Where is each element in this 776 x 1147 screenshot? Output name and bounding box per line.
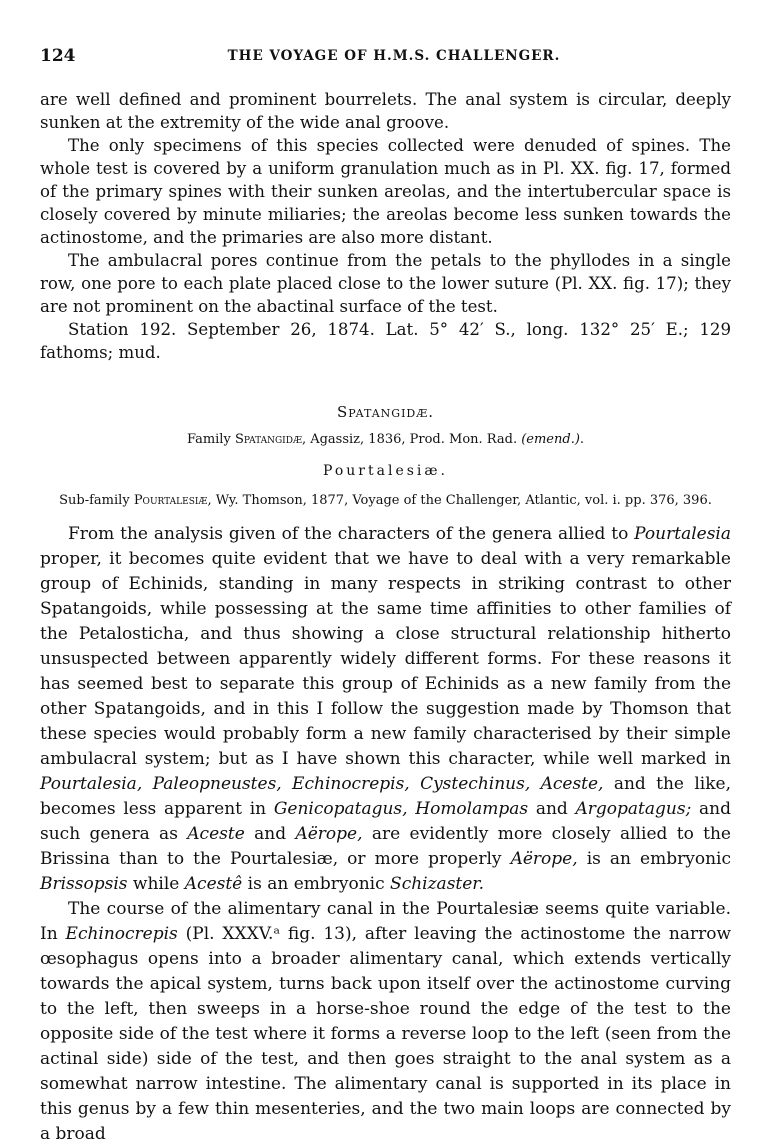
running-header bbox=[40, 46, 748, 68]
page-number: 124 bbox=[40, 46, 76, 66]
section-heading-spatangidae: Spatangidæ. bbox=[336, 403, 435, 421]
section-heading-pourtalesiae: Pourtalesiæ. bbox=[323, 463, 448, 479]
paragraph-pourtalesiae-analysis: From the analysis given of the characters of the genera allied to Pourtalesia proper, it becomes quite evident that we have to deal with a very remarkable group of Echinids, standing in many respects in striking contrast to other Spatangoids, while possessing at the same time affinities to other families of the Petalosticha, and thus showing a close structural relationship hitherto unsuspected between apparently widely different forms. For these reasons it has seemed best to separate this group of Echinids as a new family from the other Spatangoids, and in this I follow the suggestion made by Thomson that these species would probably form a new family characterised by their simple ambulacral system; but as I have shown this character, while well marked in Pourtalesia, Paleopneustes, Echinocrepis, Cystechinus, Aceste, and the like, becomes less apparent in Genicopatagus, Homolampas and Argopatagus; and such genera as Aceste and Aërope, are evidently more closely allied to the Brissina than to the Pourtalesiæ, or more properly Aërope, is an embryonic Brissopsis while Acestê is an embryonic Schizaster. bbox=[40, 524, 731, 894]
paragraph-ambulacral-pores: The ambulacral pores continue from the petals to the phyllodes in a single row, one pore to each plate placed close to the lower suture (Pl. XX. fig. 17); they are not prominent on the abactinal surface of the test. bbox=[40, 251, 731, 316]
paragraph-alimentary-canal: The course of the alimentary canal in the Pourtalesiæ seems quite variable. In Echinocrepis (Pl. XXXV.ᵃ fig. 13), after leaving the actinostome the narrow œsophagus opens into a broader alimentary canal, which extends vertically towards the apical system, turns back upon itself over the actinostome curving to the left, then sweeps in a horse-shoe round the edge of the test to the opposite side of the test where it forms a reverse loop to the left (seen from the actinal side) side of the test, and then goes straight to the anal system as a somewhat narrow intestine. The alimentary canal is supported in its place in this genus by a few thin mesenteries, and the two main loops are connected by a broad bbox=[40, 899, 731, 1144]
body-text bbox=[40, 88, 731, 1147]
paragraph-continuation: are well defined and prominent bourrelets. The anal system is circular, deeply sunken at the extremity of the wide anal groove. bbox=[40, 90, 731, 132]
paragraph-specimens: The only specimens of this species collected were denuded of spines. The whole test is covered by a uniform granulation much as in Pl. XX. fig. 17, formed of the primary spines with their sunken areolas, and the intertubercular space is closely covered by minute miliaries; the areolas become less sunken towards the actinostome, and the primaries are also more distant. bbox=[40, 136, 731, 247]
family-citation: Family Spatangidæ, Agassiz, 1836, Prod. Mon. Rad. (emend.). bbox=[186, 432, 585, 447]
paragraph-station: Station 192. September 26, 1874. Lat. 5° 42′ S., long. 132° 25′ E.; 129 fathoms; mud. bbox=[40, 320, 731, 362]
section-gap bbox=[40, 364, 731, 395]
running-title: THE VOYAGE OF H.M.S. CHALLENGER. bbox=[227, 48, 561, 64]
subfamily-citation: Sub-family Pourtalesiæ, Wy. Thomson, 1877, Voyage of the Challenger, Atlantic, vol. i. pp. 376, 396. bbox=[59, 493, 712, 508]
